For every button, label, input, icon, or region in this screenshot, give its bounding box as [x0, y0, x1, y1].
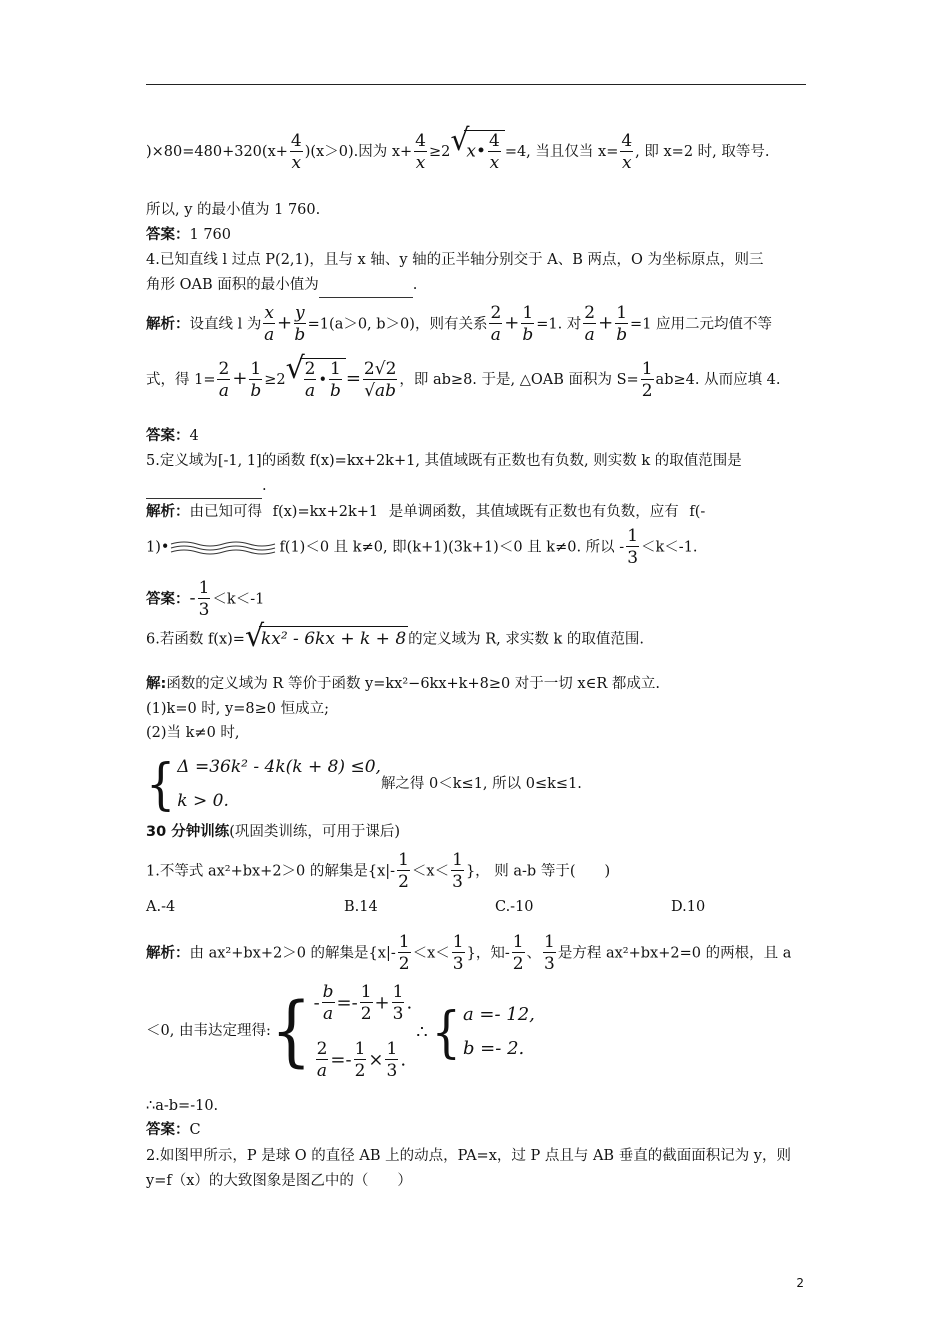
- case-2: (2)当 k≠0 时,: [146, 725, 240, 741]
- question-6: 6.若函数 f(x)= √ kx² - 6kx + k + 8 的定义域为 R, 求实数 k 的取值范围.: [146, 619, 644, 654]
- conclusion-text: 所以, y 的最小值为 1 760.: [146, 202, 321, 218]
- case-1: (1)k=0 时, y=8≥0 恒成立;: [146, 701, 329, 717]
- training-question-2: 2.如图甲所示，P 是球 O 的直径 AB 上的动点，PA=x，过 P 点且与 AB 垂直的截面面积记为 y，则: [146, 1148, 791, 1164]
- wavy-underline-icon: [169, 539, 279, 557]
- option-a[interactable]: A.-4: [146, 899, 176, 915]
- text: , 即 x=2 时, 取等号.: [635, 144, 770, 160]
- solution-line: [146, 123, 770, 174]
- training-solution-1-line1: 解析：由 ax²+bx+2＞0 的解集是{x|- $\frac{1}{2}$ ＜x＜ $\frac{1}{3}$ }，知- $\frac{1}{2}$ 、 $\frac{1}{3}$ 是方程 ax²+bx+2=0 的两根，且 a: [146, 932, 792, 974]
- fraction: $\frac{4}{x}$: [415, 130, 426, 173]
- training-question-1: 1.不等式 ax²+bx+2＞0 的解集是{x|- $\frac{1}{2}$ ＜x＜ $\frac{1}{3}$ }， 则 a-b 等于( ): [146, 850, 611, 892]
- answer-blank: [146, 476, 262, 499]
- fraction: $\frac{4}{x}$: [621, 130, 633, 173]
- training-question-2-line2: y=f（x）的大致图象是图乙中的（ ）: [146, 1173, 412, 1189]
- solution-6-line1: 解:函数的定义域为 R 等价于函数 y=kx²−6kx+k+8≥0 对于一切 x∈R 都成立.: [146, 676, 660, 692]
- solution-5-line2: 1)• f(1)＜0 且 k≠0, 即(k+1)(3k+1)＜0 且 k≠0. 所以 - $\frac{1}{3}$ ＜k＜-1.: [146, 526, 698, 568]
- vieta-system: ＜0, 由韦达定理得:{ - $\frac{b}{a}$ =- $\frac{1}{2}$ + $\frac{1}{3}$ . $\frac{2}{a}$ =- $\frac{1}{2}$ × $\frac{1}{3}$ . ∴{ a =- 12, b =- 2.: [146, 982, 535, 1081]
- question-4: 4.已知直线 l 过点 P(2,1)，且与 x 轴、y 轴的正半轴分别交于 A、B 两点，O 为坐标原点，则三: [146, 252, 764, 268]
- answer-line: 答案：1 760: [146, 227, 232, 243]
- text: )(x＞0).因为 x+: [304, 144, 413, 160]
- question-5-line2: .: [146, 476, 267, 499]
- solution-4-line2: 式，得 1= $\frac{2}{a}$ + $\frac{1}{b}$ ≥2 √ $\frac{2}{a}$ • $\frac{1}{b}$ = $\frac{2√2}{√ab}$ ，即 ab≥8. 于是, △OAB 面积为 S= $\frac{1}{2}$ ab≥4. 从而应填 4.: [146, 351, 781, 401]
- page-number: 2: [796, 1276, 804, 1290]
- header-rule: [146, 84, 806, 85]
- system-of-conditions: { Δ =36k² - 4k(k + 8) ≤0, k > 0. 解之得 0＜k≤1, 所以 0≤k≤1.: [146, 751, 582, 817]
- square-root: √ x• $\frac{4}{x}$: [450, 130, 504, 174]
- question-4-line2: 角形 OAB 面积的最小值为 .: [146, 275, 417, 298]
- fraction: $\frac{4}{x}$: [290, 130, 302, 173]
- option-d[interactable]: D.10: [671, 899, 706, 915]
- answer-line: 答案：C: [146, 1122, 201, 1138]
- text: ≥2: [428, 144, 451, 160]
- answer-blank: [319, 275, 413, 298]
- solution-4-line1: 解析：设直线 l 为 $\frac{x}{a}$ + $\frac{y}{b}$ =1(a＞0, b＞0)，则有关系 $\frac{2}{a}$ + $\frac{1}{b}$ =1. 对 $\frac{2}{a}$ + $\frac{1}{b}$ =1 应用二元均值不等: [146, 303, 773, 345]
- conclusion-text: ∴a-b=-10.: [146, 1098, 219, 1114]
- answer-line: 答案：- $\frac{1}{3}$ ＜k＜-1: [146, 578, 265, 620]
- section-title: 30 分钟训练(巩固类训练，可用于课后): [146, 824, 401, 840]
- solution-5-line1: 解析：由已知可得 f(x)=kx+2k+1 是单调函数，其值域既有正数也有负数，应有 f(-: [146, 504, 706, 520]
- text: =4, 当且仅当 x=: [504, 144, 619, 160]
- option-c[interactable]: C.-10: [495, 899, 534, 915]
- option-b[interactable]: B.14: [344, 899, 378, 915]
- answer-line: 答案：4: [146, 428, 199, 444]
- question-5: 5.定义域为[-1, 1]的函数 f(x)=kx+2k+1, 其值域既有正数也有负数, 则实数 k 的取值范围是: [146, 453, 742, 469]
- text: )×80=480+320(x+: [146, 144, 288, 160]
